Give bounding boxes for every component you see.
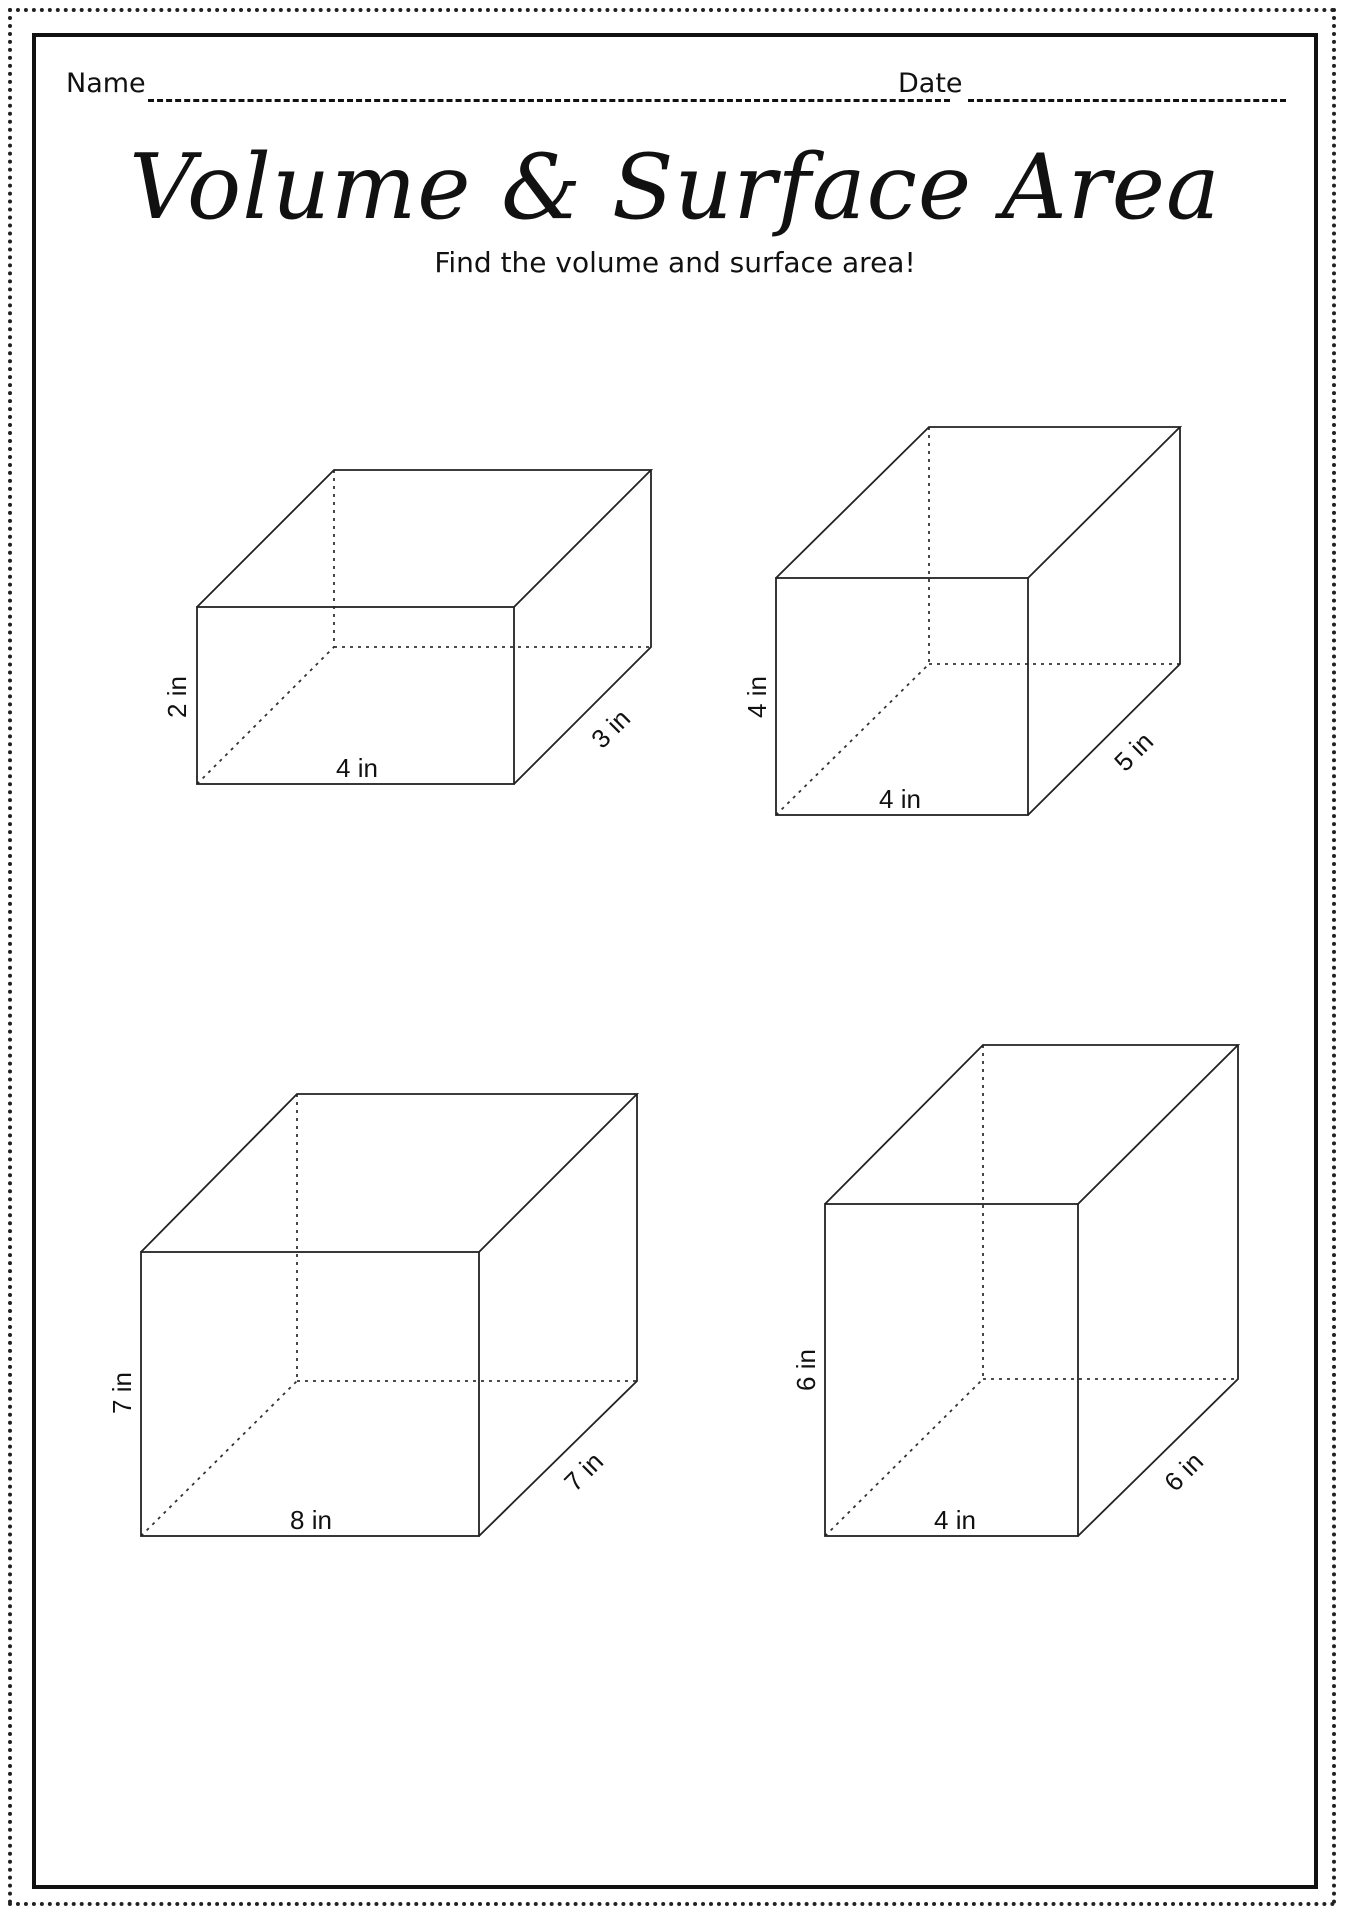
prism-2-depth-label: 5 in [1108,726,1160,778]
date-label: Date [898,68,963,99]
prism-1-hidden-edge [197,647,334,784]
prism-2-height-label: 4 in [742,676,772,718]
prism-1 [162,470,651,784]
prism-4 [791,1045,1238,1536]
prism-2-length-label: 4 in [879,784,921,814]
prism-3-length-label: 8 in [290,1505,332,1535]
prism-2-top-face [776,427,1180,578]
prism-4-depth-label: 6 in [1158,1446,1210,1498]
prism-2-side-edges [1028,427,1180,815]
prism-1-depth-label: 3 in [585,703,637,755]
instructions: Find the volume and surface area! [434,246,916,279]
prism-3-top-face [141,1094,637,1252]
prism-3-height-label: 7 in [107,1372,137,1414]
prism-4-length-label: 4 in [934,1505,976,1535]
prism-2 [742,427,1180,815]
prism-2-front-face [776,578,1028,815]
prism-3-hidden-edge [141,1381,297,1536]
prism-4-top-face [825,1045,1238,1204]
prism-3 [107,1094,637,1536]
page-title: Volume & Surface Area [129,135,1221,240]
prism-4-front-face [825,1204,1078,1536]
prism-1-length-label: 4 in [336,753,378,783]
prism-4-side-edges [1078,1045,1238,1536]
name-label: Name [66,68,146,99]
prism-1-height-label: 2 in [162,676,192,718]
prism-3-side-edges [479,1094,637,1536]
prism-1-top-face [197,470,651,607]
prism-3-front-face [141,1252,479,1536]
prism-3-depth-label: 7 in [558,1446,610,1498]
prism-4-height-label: 6 in [791,1349,821,1391]
prism-1-side-edges [514,470,651,784]
